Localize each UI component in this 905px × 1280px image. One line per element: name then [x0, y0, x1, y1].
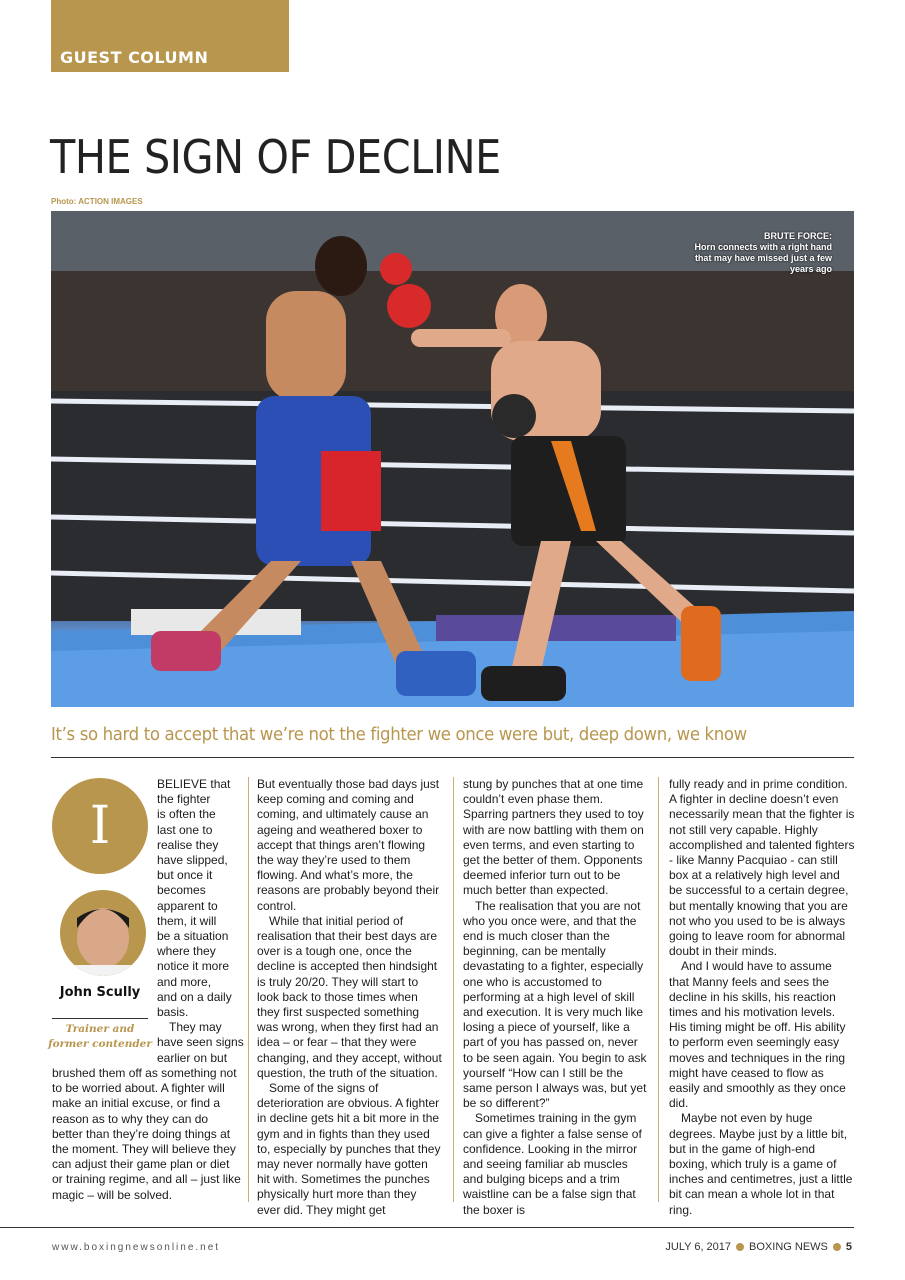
bullet-dot-icon	[736, 1243, 744, 1251]
headline: THE SIGN OF DECLINE	[50, 130, 501, 184]
boxing-photo	[51, 211, 854, 707]
photo-credit: Photo: ACTION IMAGES	[51, 197, 143, 206]
paragraph: fully ready and in prime condition. A fighter in decline doesn’t even necessarily mean that the fighter is not still very capable. Highly accomplished and talented fighters - like Manny Pacquiao - can still box at a relatively high level and be successful to a certain degree, but mentally knowing that you are not who you used to be is always going to leave room for abnormal doubt in their minds.	[669, 777, 855, 959]
column-separator	[453, 777, 454, 1202]
standfirst: It’s so hard to accept that we’re not the fighter we once were but, deep down, we know	[51, 724, 747, 745]
intro-line: apparent to	[157, 898, 218, 913]
column-3	[463, 777, 649, 1218]
author-photo	[60, 890, 146, 976]
paragraph: And I would have to assume that Manny feels and sees the decline in his skills, his reaction times and his motivation levels. His timing might be off. His ability to perform even seemingly easy moves and techniques in the ring might have ceased to flow as easily and smoothly as they once did.	[669, 959, 846, 1111]
paragraph: Sometimes training in the gym can give a fighter a false sense of confidence. Looking in the mirror and seeing familiar ab muscles and bulging biceps and a trim waistline can be a false sign that the boxer is	[463, 1111, 642, 1217]
intro-text	[157, 777, 245, 1066]
column-4	[669, 777, 855, 1218]
intro-line: They may	[169, 1020, 222, 1035]
section-label: GUEST COLUMN	[60, 48, 209, 67]
intro-line: BELIEVE that	[157, 777, 231, 791]
intro-line: last one to	[157, 822, 213, 837]
page-number: 5	[845, 1241, 852, 1253]
author-divider	[52, 1018, 148, 1019]
intro-line: becomes	[157, 883, 206, 898]
intro-line: them, it will	[157, 913, 217, 928]
intro-line: have seen signs	[157, 1035, 244, 1050]
issue-date: JULY 6, 2017	[665, 1241, 732, 1253]
divider	[51, 757, 854, 758]
column-separator	[658, 777, 659, 1202]
paragraph: Some of the signs of deterioration are obvious. A fighter in decline gets hit a bit more in the gym and in fights than they used to, especially by punches that they may never normally have gotten hit with. Sometimes the punches physically hurt more than they ever did. They might get	[257, 1081, 441, 1217]
photo-caption	[692, 231, 832, 275]
dropcap: I	[52, 778, 148, 874]
intro-line: but once it	[157, 868, 213, 883]
website-url: www.boxingnewsonline.net	[52, 1242, 221, 1253]
paragraph: The realisation that you are not who you once were, and that the end is much closer than the beginning, can be mentally devastating to a fighter, especially one who is accustomed to performing at a high level of skill and execution. It is very much like losing a piece of yourself, like a part of you has passed on, never to be seen again. You begin to ask yourself “How can I still be the same person I always was, but yet be so different?”	[463, 898, 647, 1111]
photo-illustration	[51, 211, 854, 707]
intro-line: basis.	[157, 1005, 189, 1020]
intro-line: the fighter	[157, 792, 211, 807]
avatar	[60, 890, 146, 976]
bullet-dot-icon	[833, 1243, 841, 1251]
paragraph: While that initial period of realisation that their best days are over is a tough one, once the decline is accepted then hindsight is truly 20/20. They will start to look back to those times when they first suspected something was wrong, when they first had an idea – or fear – that they were changing, and they accept, without question, the truth of the situation.	[257, 913, 442, 1080]
caption-text: Horn connects with a right hand that may have missed just a few years ago	[694, 242, 832, 274]
intro-line: and on a daily	[157, 989, 232, 1004]
column-2	[257, 777, 443, 1218]
intro-line: have slipped,	[157, 853, 228, 868]
footer-meta	[665, 1241, 852, 1253]
intro-line: is often the	[157, 807, 216, 822]
section-banner	[51, 0, 289, 72]
intro-line: where they	[157, 944, 216, 959]
column-separator	[248, 777, 249, 1202]
intro-line: notice it more	[157, 959, 230, 974]
column-1-continuation: brushed them off as something not to be worried about. A fighter will make an initial excuse, or find a reason as to why they can do better than they’re doing things at the moment. They will believe they can adjust their game plan or diet or training regime, and all – just like magic – will be solved.	[52, 1066, 241, 1202]
intro-line: and more,	[157, 974, 212, 989]
paragraph: stung by punches that at one time couldn’t even phase them. Sparring partners they used to toy with are now battling with them on even terms, and even starting to get the better of them. Opponents deemed inferior turn out to be much better than expected.	[463, 777, 644, 898]
author-name: John Scully	[59, 985, 141, 1000]
intro-line: be a situation	[157, 929, 229, 944]
intro-line: earlier on but	[157, 1050, 228, 1065]
footer-divider	[0, 1227, 854, 1228]
paragraph: But eventually those bad days just keep coming and coming and coming, and ultimately cause an ageing and weathered boxer to accept that things aren’t flowing the way they’re used to them flowing. And what’s more, the reasons are probably beyond their control.	[257, 777, 440, 913]
caption-title: BRUTE FORCE:	[764, 231, 832, 241]
publication-name: BOXING NEWS	[749, 1241, 828, 1253]
author-role: Trainer and former contender	[48, 1023, 152, 1050]
intro-line: realise they	[157, 837, 219, 852]
paragraph: Maybe not even by huge degrees. Maybe just by a little bit, but in the game of high-end boxing, which truly is a game of inches and centimetres, just a little bit can mean a whole lot in that ring.	[669, 1111, 853, 1217]
